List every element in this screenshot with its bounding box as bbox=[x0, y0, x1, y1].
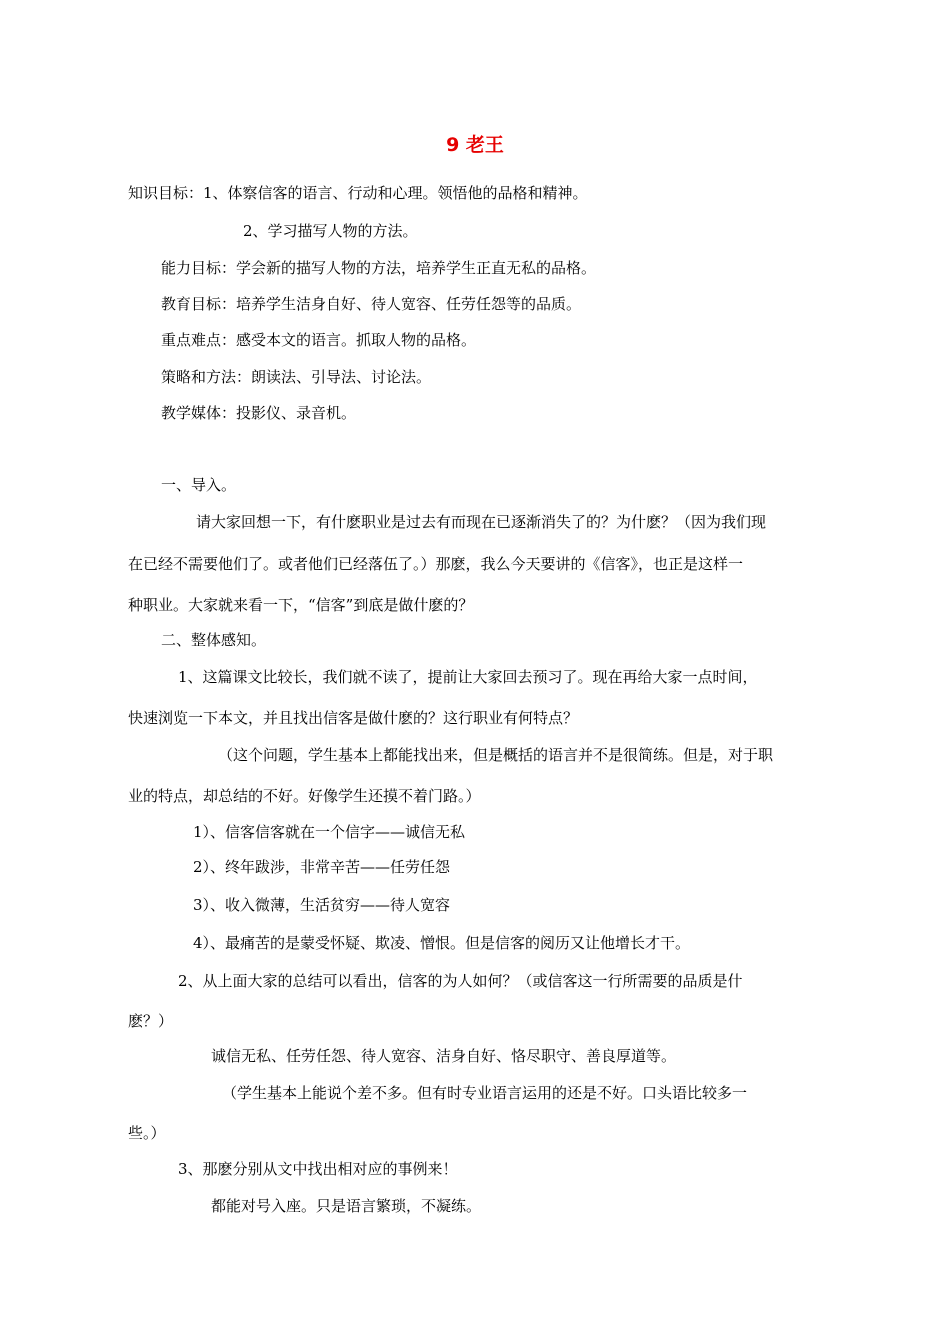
answer-2: 诚信无私、任劳任怨、待人宽容、洁身自好、恪尽职守、善良厚道等。 bbox=[211, 1047, 677, 1065]
note-1-line-2: 业的特点，却总结的不好。好像学生还摸不着门路。） bbox=[128, 787, 481, 805]
question-2-line-1: 2、从上面大家的总结可以看出，信客的为人如何？（或信客这一行所需要的品质是什 bbox=[178, 972, 743, 990]
objective-knowledge-1: 知识目标：1、体察信客的语言、行动和心理。领悟他的品格和精神。 bbox=[128, 184, 588, 202]
section-1-paragraph-line-3: 种职业。大家就来看一下，“信客”到底是做什麽的？ bbox=[128, 596, 474, 614]
section-1-heading: 一、导入。 bbox=[161, 476, 237, 494]
note-2-line-2: 些。） bbox=[128, 1124, 166, 1142]
teaching-media: 教学媒体：投影仪、录音机。 bbox=[161, 404, 357, 422]
question-3: 3、那麽分别从文中找出相对应的事例来！ bbox=[178, 1160, 458, 1178]
point-3: 3）、收入微薄，生活贫穷——待人宽容 bbox=[193, 896, 451, 914]
question-1-line-2: 快速浏览一下本文，并且找出信客是做什麽的？这行职业有何特点？ bbox=[128, 709, 579, 727]
section-2-heading: 二、整体感知。 bbox=[161, 631, 267, 649]
note-2-line-1: （学生基本上能说个差不多。但有时专业语言运用的还是不好。口头语比较多一 bbox=[222, 1084, 748, 1102]
question-2-line-2: 麽？） bbox=[128, 1012, 174, 1030]
point-4: 4）、最痛苦的是蒙受怀疑、欺凌、憎恨。但是信客的阅历又让他增长才干。 bbox=[193, 934, 691, 952]
strategy-methods: 策略和方法：朗读法、引导法、讨论法。 bbox=[161, 368, 432, 386]
note-1-line-1: （这个问题，学生基本上都能找出来，但是概括的语言并不是很简练。但是，对于职 bbox=[218, 746, 774, 764]
section-1-paragraph-line-2: 在已经不需要他们了。或者他们已经落伍了。）那麽，我么今天要讲的《信客》，也正是这样一 bbox=[128, 555, 744, 573]
objective-ability: 能力目标：学会新的描写人物的方法，培养学生正直无私的品格。 bbox=[161, 259, 597, 277]
point-2: 2）、终年跋涉，非常辛苦——任劳任怨 bbox=[193, 858, 451, 876]
answer-3: 都能对号入座。只是语言繁琐，不凝练。 bbox=[211, 1197, 482, 1215]
key-difficult-points: 重点难点：感受本文的语言。抓取人物的品格。 bbox=[161, 331, 477, 349]
objective-knowledge-2: 2、学习描写人物的方法。 bbox=[243, 222, 418, 240]
objective-education: 教育目标：培养学生洁身自好、待人宽容、任劳任怨等的品质。 bbox=[161, 295, 582, 313]
point-1: 1）、信客信客就在一个信字——诚信无私 bbox=[193, 823, 466, 841]
document-title: 9 老王 bbox=[446, 134, 504, 156]
section-1-paragraph-line-1: 请大家回想一下，有什麽职业是过去有而现在已逐渐消失了的？为什麽？（因为我们现 bbox=[196, 513, 767, 531]
question-1-line-1: 1、这篇课文比较长，我们就不读了，提前让大家回去预习了。现在再给大家一点时间， bbox=[178, 668, 758, 686]
